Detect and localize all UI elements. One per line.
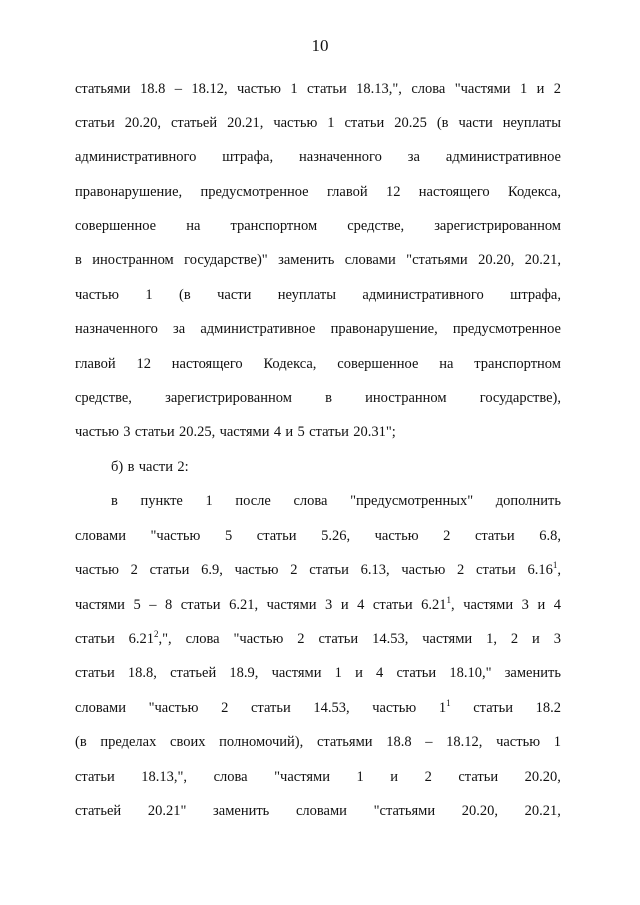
text-line: назначенного за административное правонарушение, предусмотренное [75, 321, 561, 337]
text-line: в пункте 1 после слова "предусмотренных" дополнить [111, 493, 561, 509]
text-line: статьей 20.21" заменить словами "статьями 20.20, 20.21, [75, 803, 561, 819]
text-line: частями 5 – 8 статьи 6.21, частями 3 и 4 статьи 6.21$^1$, частями 3 и 4 [75, 595, 561, 613]
text-line: в иностранном государстве)" заменить словами "статьями 20.20, 20.21, [75, 252, 561, 268]
text-line: статьи 18.13,", слова "частями 1 и 2 статьи 20.20, [75, 769, 561, 785]
text-line: (в пределах своих полномочий), статьями 18.8 – 18.12, частью 1 [75, 734, 561, 750]
text-line: главой 12 настоящего Кодекса, совершенное на транспортном [75, 356, 561, 372]
text-line: статьи 18.8, статьей 18.9, частями 1 и 4 статьи 18.10," заменить [75, 665, 561, 681]
text-line: правонарушение, предусмотренное главой 12 настоящего Кодекса, [75, 184, 561, 200]
text-line: частью 1 (в части неуплаты административного штрафа, [75, 287, 561, 303]
text-line: частью 2 статьи 6.9, частью 2 статьи 6.13, частью 2 статьи 6.16$^1$, [75, 560, 561, 578]
text-line: частью 3 статьи 20.25, частями 4 и 5 статьи 20.31"; [75, 424, 396, 440]
text-line: статьи 6.21$^2$,", слова "частью 2 статьи 14.53, частями 1, 2 и 3 [75, 629, 561, 647]
text-line: средстве, зарегистрированном в иностранном государстве), [75, 390, 561, 406]
text-line: административного штрафа, назначенного за административное [75, 149, 561, 165]
text-line: б) в части 2: [111, 459, 189, 475]
text-line: словами "частью 2 статьи 14.53, частью $1^1$ статьи 18.2 [75, 698, 561, 716]
text-line: статьи 20.20, статьей 20.21, частью 1 статьи 20.25 (в части неуплаты [75, 115, 561, 131]
text-line: статьями 18.8 – 18.12, частью 1 статьи 18.13,", слова "частями 1 и 2 [75, 81, 561, 97]
page-number: 10 [311, 36, 329, 55]
text-line: словами "частью 5 статьи 5.26, частью 2 статьи 6.8, [75, 528, 561, 544]
text-line: совершенное на транспортном средстве, зарегистрированном [75, 218, 561, 234]
